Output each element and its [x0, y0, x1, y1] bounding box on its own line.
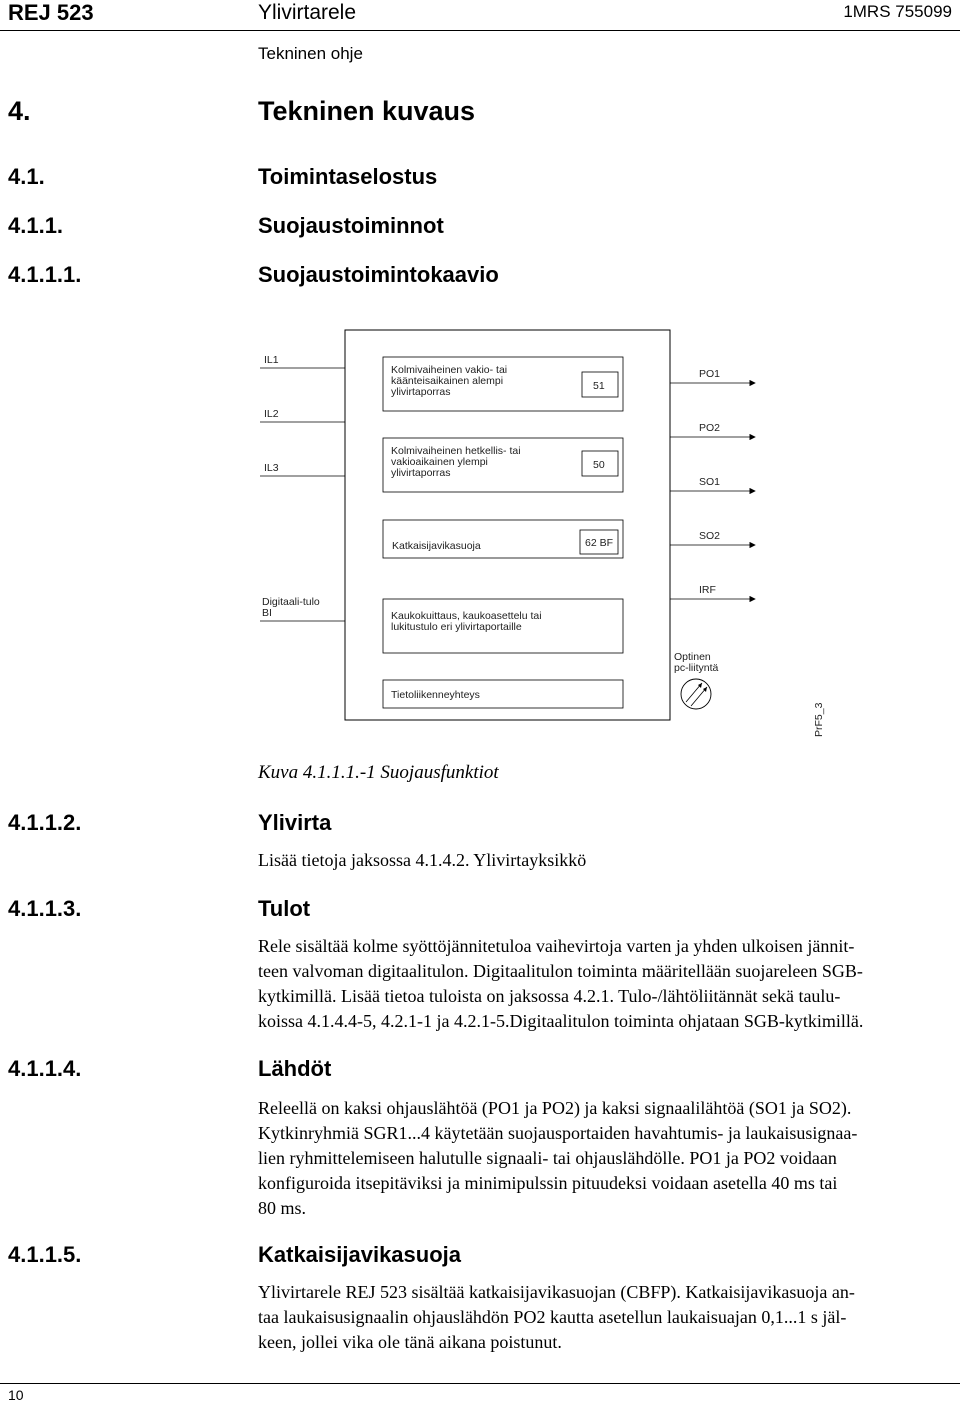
block-50-text-3: ylivirtaporras [391, 467, 451, 479]
section-number-lahdot: 4.1.1.4. [8, 1056, 82, 1081]
page-number: 10 [8, 1387, 24, 1403]
input-il3-label: IL3 [264, 462, 279, 474]
block-remote-text-2: lukitustulo eri ylivirtaportaille [391, 621, 522, 633]
digital-input-label-2: BI [262, 607, 272, 619]
section-body-lahdot [258, 1096, 857, 1221]
section-body-katkaisijavikasuoja [258, 1280, 855, 1355]
output-so1-label: SO1 [699, 476, 721, 488]
input-il2-label: IL2 [264, 408, 279, 420]
text-line: kytkimillä. Lisää tietoa tuloista on jaksossa 4.2.1. Tulo-/lähtöliitännät sekä taulu- [258, 986, 841, 1006]
text-line: 80 ms. [258, 1198, 307, 1218]
section-number-katkaisijavikasuoja: 4.1.1.5. [8, 1242, 82, 1267]
text-line: keen, jollei vika ole tänä aikana poistunut. [258, 1332, 562, 1352]
block-50-text-1: Kolmivaiheinen hetkellis- tai [391, 445, 521, 457]
output-irf-label: IRF [699, 584, 716, 596]
product-name: REJ 523 [8, 0, 94, 25]
text-line: koissa 4.1.4.4-5, 4.2.1-1 ja 4.2.1-5.Digitaalitulon toiminta ohjataan SGB-kytkimillä. [258, 1011, 864, 1031]
optical-label-1: Optinen [674, 651, 711, 663]
section-title-ylivirta: Ylivirta [258, 810, 332, 835]
section-title-katkaisijavikasuoja: Katkaisijavikasuoja [258, 1242, 462, 1267]
block-62bf-text: Katkaisijavikasuoja [392, 540, 481, 552]
text-line: konfiguroida itsepitäviksi ja minimipulssin pituudeksi voidaan asetella 40 ms tai [258, 1173, 838, 1193]
block-communication-text: Tietoliikenneyhteys [391, 689, 480, 701]
document-subtitle: Tekninen ohje [258, 44, 363, 63]
text-line: Kytkinryhmiä SGR1...4 käytetään suojausportaiden havahtumis- ja laukaisusignaa- [258, 1123, 858, 1143]
heading-number-4-1-1: 4.1.1. [8, 213, 64, 238]
text-line: Ylivirtarele REJ 523 sisältää katkaisijavikasuojan (CBFP). Katkaisijavikasuoja an- [258, 1282, 855, 1302]
figure-caption: Kuva 4.1.1.1.-1 Suojausfunktiot [258, 762, 499, 783]
section-number-tulot: 4.1.1.3. [8, 896, 82, 921]
section-body-tulot [258, 934, 863, 1034]
block-51-text-1: Kolmivaiheinen vakio- tai [391, 364, 508, 376]
section-title-tulot: Tulot [258, 896, 311, 921]
optical-label-2: pc-liityntä [674, 662, 719, 674]
output-po1-label: PO1 [699, 368, 721, 380]
text-line: Rele sisältää kolme syöttöjännitetuloa vaihevirtoja varten ja yhden ulkoisen jännit- [258, 936, 855, 956]
block-51-text-3: ylivirtaporras [391, 386, 451, 398]
section-number-ylivirta: 4.1.1.2. [8, 810, 82, 835]
output-po2-label: PO2 [699, 422, 721, 434]
text-line: Releellä on kaksi ohjauslähtöä (PO1 ja PO2) ja kaksi signaalilähtöä (SO1 ja SO2). [258, 1098, 852, 1118]
header-rule [0, 30, 960, 31]
heading-number-4-1-1-1: 4.1.1.1. [8, 262, 82, 287]
document-title: Ylivirtarele [258, 1, 357, 24]
heading-number-4: 4. [8, 96, 31, 126]
block-62bf-code: 62 BF [585, 537, 614, 549]
text-line: taa laukaisusignaalin ohjauslähdön PO2 kautta asetellun laukaisuajan 0,1...1 s jäl- [258, 1307, 847, 1327]
footer-rule [0, 1383, 960, 1384]
block-remote-text-1: Kaukokuittaus, kaukoasettelu tai [391, 610, 542, 622]
digital-input-label-1: Digitaali-tulo [262, 596, 320, 608]
input-il1-label: IL1 [264, 354, 279, 366]
block-50-text-2: vakioaikainen ylempi [391, 456, 488, 468]
optical-port-icon [681, 679, 711, 709]
heading-suojaustoimintokaavio: Suojaustoimintokaavio [258, 262, 499, 287]
output-so2-label: SO2 [699, 530, 721, 542]
text-line: teen valvoman digitaalitulon. Digitaalitulon toiminta määritellään suojareleen SGB- [258, 961, 863, 981]
document-number: 1MRS 755099 [843, 2, 952, 21]
figure-id: PrF5_3 [813, 702, 825, 737]
protection-function-diagram [250, 325, 830, 745]
section-body-ylivirta [258, 848, 586, 873]
block-51-code: 51 [593, 380, 605, 392]
heading-number-4-1: 4.1. [8, 164, 45, 189]
heading-suojaustoiminnot: Suojaustoiminnot [258, 213, 444, 238]
block-50-code: 50 [593, 459, 605, 471]
text-line: lien ryhmittelemiseen halutulle signaali- tai ohjauslähdölle. PO1 ja PO2 voidaan [258, 1148, 837, 1168]
section-title-lahdot: Lähdöt [258, 1056, 332, 1081]
text-line: Lisää tietoja jaksossa 4.1.4.2. Ylivirtayksikkö [258, 850, 587, 870]
heading-tekninen-kuvaus: Tekninen kuvaus [258, 96, 476, 126]
heading-toimintaselostus: Toimintaselostus [258, 164, 438, 189]
block-51-text-2: käänteisaikainen alempi [391, 375, 504, 387]
